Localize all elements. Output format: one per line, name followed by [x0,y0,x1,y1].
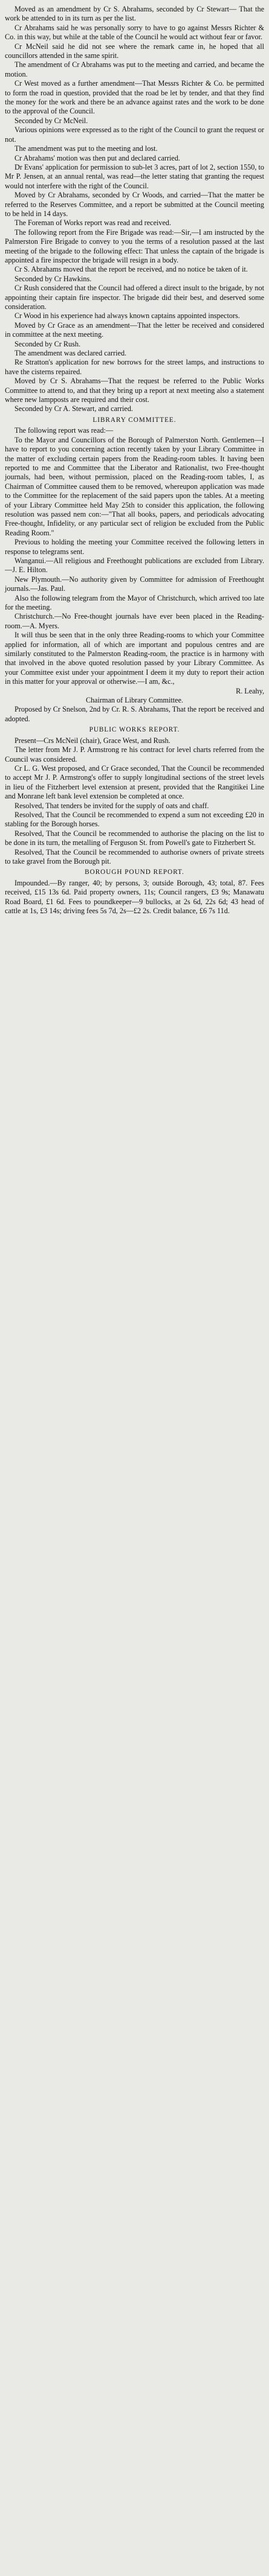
paragraph: The following report from the Fire Brigade was read:—Sir,—I am instructed by the Palmerston Fire Brigade to convey to you the terms of a resolution passed at the last meeting of the brigade to the following effect: That unless the captain of the brigade is appointed a fire inspector the brigade will resign in a body. [5,228,264,264]
section-heading-borough-pound: BOROUGH POUND REPORT. [85,869,184,876]
paragraph: The amendment of Cr Abrahams was put to the meeting and carried, and became the motion. [5,60,264,78]
paragraph: Re Stratton's application for new borrows for the street lamps, and instructions to have the cisterns repaired. [5,358,264,376]
paragraph: Cr Abrahams' motion was then put and declared carried. [15,153,180,162]
paragraph: It will thus be seen that in the only three Reading-rooms to which your Committee applied for information, all of which are important and populous centres and are similarly constituted to the Palmerston Reading-room, the practice is in harmony with that involved in the above quoted resolution passed by your Library Committee. As your Committee exist under your appointment I deem it my duty to report their action in this matter for your approval or otherwise.—I am, &c., [5,631,264,686]
paragraph: Resolved, That tenders be invited for the supply of oats and chaff. [15,801,209,810]
paragraph: Proposed by Cr Snelson, 2nd by Cr. R. S. Abrahams, That the report be received and adopted. [5,705,264,723]
paragraph: The letter from Mr J. P. Armstrong re his contract for level charts referred from the Council was considered. [5,745,264,764]
paragraph: Seconded by Cr Hawkins. [15,274,92,283]
paragraph: Moved as an amendment by Cr S. Abrahams, seconded by Cr Stewart— That the work be attended to in its turn as per the list. [5,5,264,23]
paragraph: The Foreman of Works report was read and received. [15,218,172,228]
paragraph: Moved by Cr Abrahams, seconded by Cr Woods, and carried—That the matter be referred to the Reserves Committee, and a report be submitted at the Council meeting to be held in 14 days. [5,191,264,218]
paragraph: The amendment was put to the meeting and lost. [15,144,158,153]
paragraph: Cr S. Abrahams moved that the report be received, and no notice be taken of it. [15,265,248,274]
signature-line: R. Leahy, [236,686,264,695]
paragraph: Impounded.—By ranger, 40; by persons, 3; outside Borough, 43; total, 87. Fees received, £15 13s 6d. Paid property owners, 11s; Council rangers, £3 9s; Manawatu Road Board, £1 6d. Fees to poundkeeper—9 bullocks, at 2s 6d, 22s 6d; 43 head of cattle at 1s, £3 14s; driving fees 5s 7d, 2s—£2 2s. Credit balance, £6 7s 11d. [5,878,264,915]
paragraph: Also the following telegram from the Mayor of Christchurch, which arrived too late for the meeting. [5,593,264,611]
paragraph: Cr L. G. West proposed, and Cr Grace seconded, That the Council be recommended to accept Mr J. P. Armstrong's offer to supply longitudinal sections of the street levels in lieu of the Fitzherbert level extension at present, provided that the Rangitikei Line and Monrane left bank level extension be completed at once. [5,764,264,801]
paragraph: Resolved, That the Council be recommended to authorise owners of private streets to take gravel from the Borough pit. [5,847,264,866]
signature-title: Chairman of Library Committee. [85,696,184,705]
paragraph: The following report was read:— [15,426,114,435]
paragraph: To the Mayor and Councillors of the Borough of Palmerston North. Gentlemen—I have to report to you concerning action recently taken by your Library Committee in the matter of excluding certain papers from the Reading-room tables. It having been reported to me and Committee that the Liberator and Rationalist, two Free-thought journals, had been, without permission, placed on the Reading-room tables, I, as Chairman of Committee caused them to be removed, whereupon application was made to the Committee for the replacement of the said papers upon the tables. At a meeting of your Library Committee held May 25th to consider this application, the following resolution was passed nem con:—"That all books, papers, and periodicals advocating Free-thought, Infidelity, or any particular sect of religion be excluded from the Public Reading Room." [5,435,264,537]
paragraph: Resolved, That the Council be recommended to expend a sum not exceeding £20 in stabling for the Borough horses. [5,810,264,829]
paragraph: The amendment was declared carried. [15,349,127,358]
paragraph: Cr West moved as a further amendment—That Messrs Richter & Co. be permitted to form the road in question, provided that the road be let by tender, and that they find the money for the work and there be an advance against rates and the work to be done to the approval of the Council. [5,79,264,116]
paragraph: Present—Crs McNeil (chair), Grace West, and Rush. [15,736,170,745]
paragraph: Cr Rush considered that the Council had offered a direct insult to the brigade, by not appointing their captain fire inspector. The brigade did their best, and deserved some consideration. [5,284,264,311]
paragraph: New Plymouth.—No authority given by Committee for admission of Freethought journals.—Jas. Paul. [5,575,264,593]
paragraph: Previous to holding the meeting your Committee received the following letters in response to telegrams sent. [5,538,264,556]
section-heading-library-committee: LIBRARY COMMITTEE. [92,416,177,424]
section-heading-public-works: PUBLIC WORKS REPORT. [89,726,180,734]
paragraph: Wanganui.—All religious and Freethought publications are excluded from Library.—J. E. Hilton. [5,556,264,575]
paragraph: Cr McNeil said he did not see where the remark came in, he hoped that all councillors attended in the same spirit. [5,42,264,60]
paragraph: Moved by Cr S. Abrahams—That the request be referred to the Public Works Committee to attend to, and that they bring up a report at next meeting also a statement where new lampposts are required and their cost. [5,377,264,404]
paragraph: Cr Wood in his experience had always known captains appointed inspectors. [15,311,240,320]
paragraph: Cr Abrahams said he was personally sorry to have to go against Messrs Richter & Co. in this way, but while at the table of the Council he would act without fear or favor. [5,23,264,42]
paragraph: Seconded by Cr McNeil. [15,116,88,125]
paragraph: Seconded by Cr A. Stewart, and carried. [15,404,133,413]
paragraph: Resolved, That the Council be recommended to authorise the placing on the list to be done in its turn, the metalling of Ferguson St. from Powell's gate to Fitzherbert St. [5,829,264,847]
paragraph: Christchurch.—No Free-thought journals have ever been placed in the Reading-room.—A. Myers. [5,612,264,630]
paragraph: Dr Evans' application for permission to sub-let 3 acres, part of lot 2, section 1550, to Mr P. Jensen, at an annual rental, was read—the letter stating that granting the request would not interfere with the right of the Council. [5,162,264,190]
paragraph: Various opinions were expressed as to the right of the Council to grant the request or not. [5,126,264,144]
paragraph: Seconded by Cr Rush. [15,339,81,348]
paragraph: Moved by Cr Grace as an amendment—That the letter be received and considered in committee at the next meeting. [5,320,264,339]
